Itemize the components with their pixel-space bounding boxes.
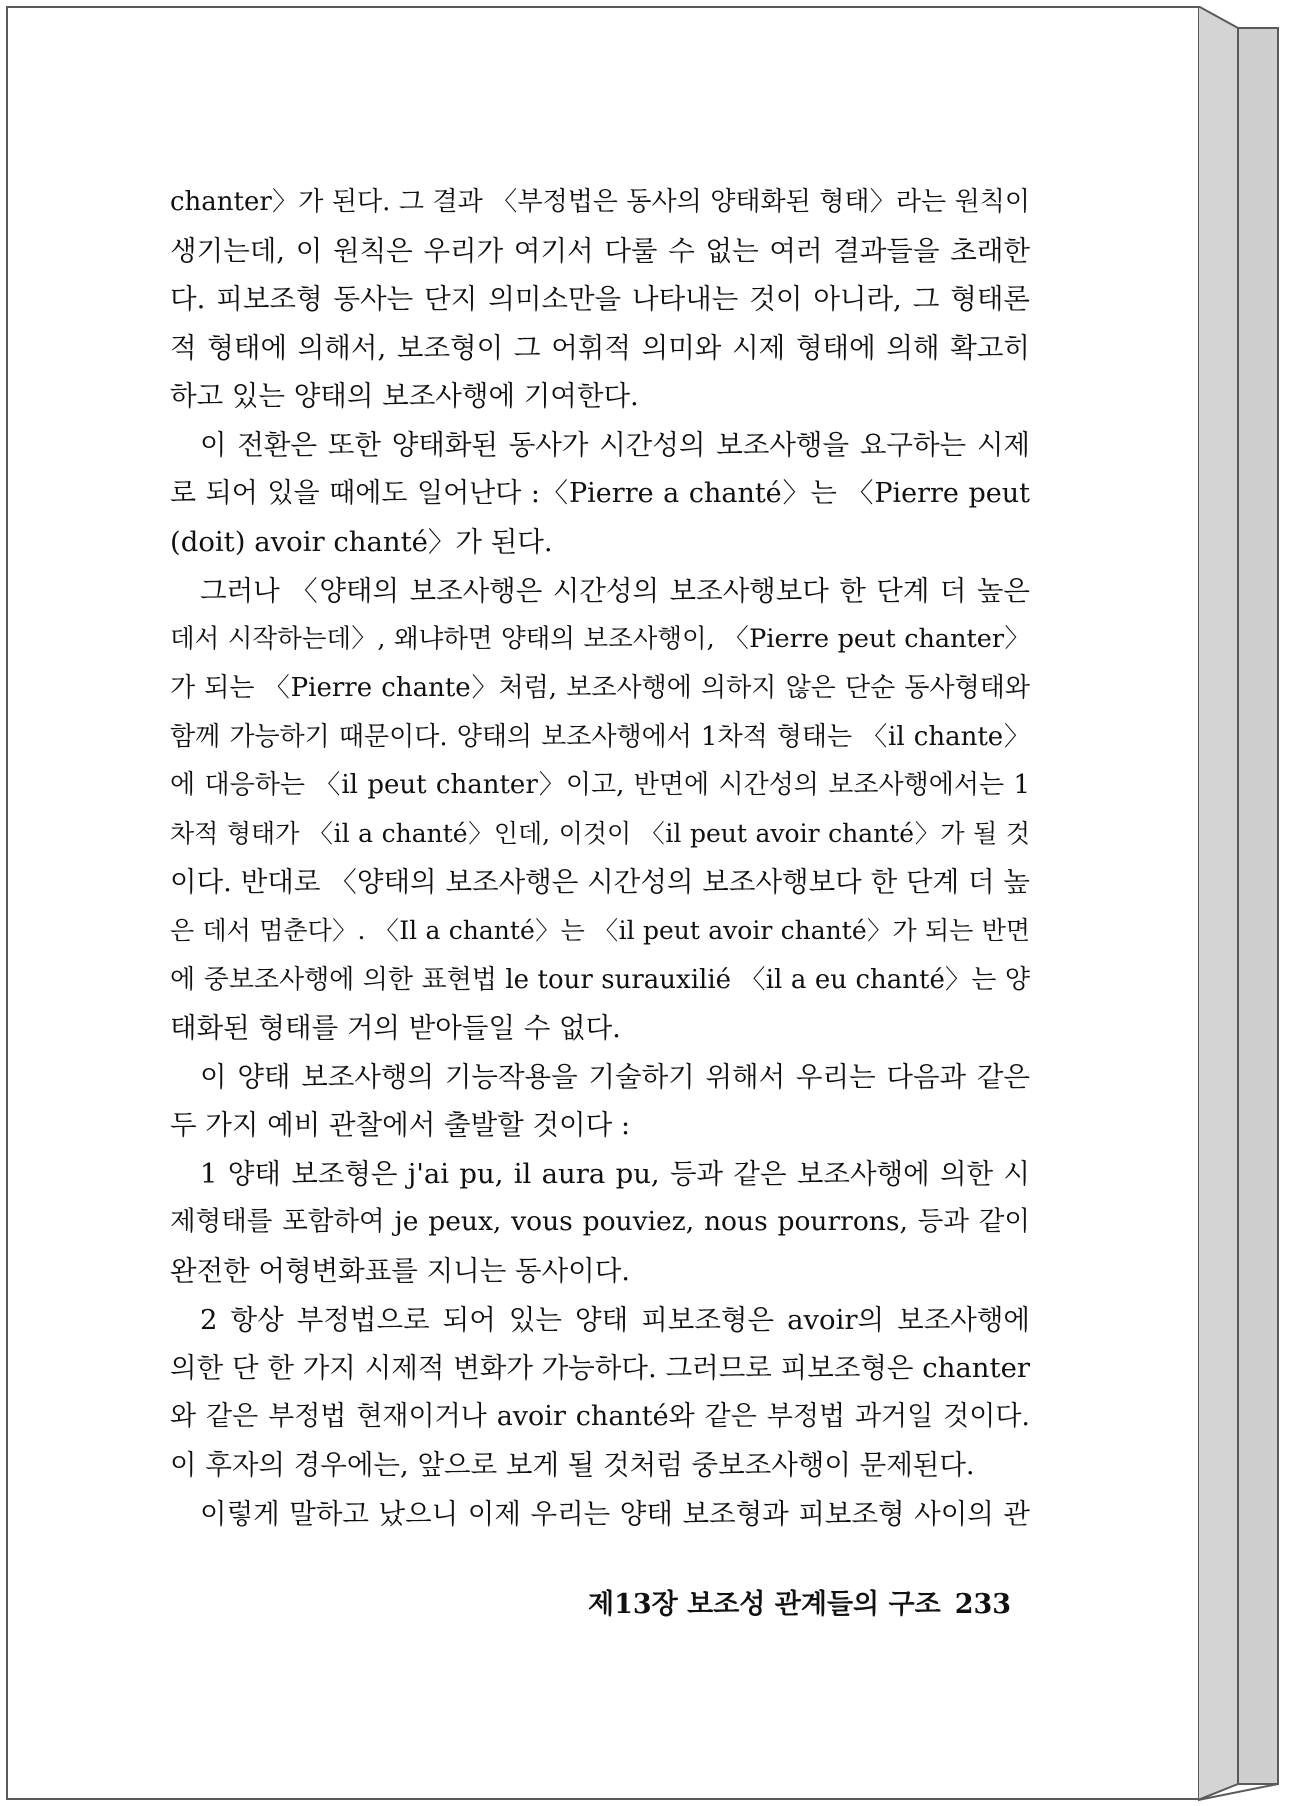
text-line: 이 전환은 또한 양태화된 동사가 시간성의 보조사행을 요구하는 시제 [200,428,1030,461]
text-line: 태화된 형태를 거의 받아들일 수 없다. [170,1012,621,1045]
text-line: 1 양태 보조형은 j'ai pu, il aura pu, 등과 같은 보조사행에 의한 시 [200,1157,1030,1190]
text-line: 제형태를 포함하여 je peux, vous pouviez, nous pourrons, 등과 같이 [170,1206,1030,1238]
text-line: (doit) avoir chanté〉가 된다. [170,526,553,559]
text-line: chanter〉가 된다. 그 결과 〈부정법은 동사의 양태화된 형태〉라는 원칙이 [170,187,1030,217]
text-line: 은 데서 멈춘다〉. 〈Il a chanté〉는 〈il peut avoir chanté〉가 되는 반면 [170,915,1030,945]
text-line: 2 항상 부정법으로 되어 있는 양태 피보조형은 avoir의 보조사행에 [200,1303,1030,1336]
text-line: 이 후자의 경우에는, 앞으로 보게 될 것처럼 중보조사행이 문제된다. [170,1449,975,1482]
text-line: 이다. 반대로 〈양태의 보조사행은 시간성의 보조사행보다 한 단계 더 높 [170,866,1030,899]
text-line: 생기는데, 이 원칙은 우리가 여기서 다룰 수 없는 여러 결과들을 초래한 [170,234,1030,267]
text-line: 에 대응하는 〈il peut chanter〉이고, 반면에 시간성의 보조사행에서는 1 [170,770,1030,801]
text-line: 데서 시작하는데〉, 왜냐하면 양태의 보조사행이, 〈Pierre peut chanter〉 [170,624,1030,655]
text-line: 이 양태 보조사행의 기능작용을 기술하기 위해서 우리는 다음과 같은 [200,1060,1030,1093]
text-line: 로 되어 있을 때에도 일어난다 :〈Pierre a chanté〉는 〈Pierre peut [170,477,1030,509]
text-line: 그러나 〈양태의 보조사행은 시간성의 보조사행보다 한 단계 더 높은 [200,574,1030,607]
text-line: 함께 가능하기 때문이다. 양태의 보조사행에서 1차적 형태는 〈il chante〉 [170,721,1030,752]
text-line: 이렇게 말하고 났으니 이제 우리는 양태 보조형과 피보조형 사이의 관 [200,1498,1030,1531]
text-line: 다. 피보조형 동사는 단지 의미소만을 나타내는 것이 아니라, 그 형태론 [170,283,1030,316]
text-line: 에 중보조사행에 의한 표현법 le tour surauxilié 〈il a eu chanté〉는 양 [170,964,1030,995]
book-edge-shape [1198,6,1290,1806]
text-line: 두 가지 예비 관찰에서 출발할 것이다 : [170,1109,631,1142]
text-line: 의한 단 한 가지 시제적 변화가 가능하다. 그러므로 피보조형은 chanter [170,1352,1030,1385]
body-text [170,178,1030,1539]
running-footer-chapter: 제13장 보조성 관계들의 구조 [588,1589,941,1620]
text-line: 적 형태에 의해서, 보조형이 그 어휘적 의미와 시제 형태에 의해 확고히 [170,331,1030,364]
text-line: 가 되는 〈Pierre chante〉처럼, 보조사행에 의하지 않은 단순 동사형태와 [170,672,1030,703]
page-number: 233 [954,1589,1012,1620]
text-line: 와 같은 부정법 현재이거나 avoir chanté와 같은 부정법 과거일 것이다. [170,1400,1030,1432]
page-footer [588,1582,1012,1621]
text-line: 하고 있는 양태의 보조사행에 기여한다. [170,380,639,413]
text-line: 차적 형태가 〈il a chanté〉인데, 이것이 〈il peut avoir chanté〉가 될 것 [170,818,1030,848]
text-line: 완전한 어형변화표를 지니는 동사이다. [170,1255,631,1288]
